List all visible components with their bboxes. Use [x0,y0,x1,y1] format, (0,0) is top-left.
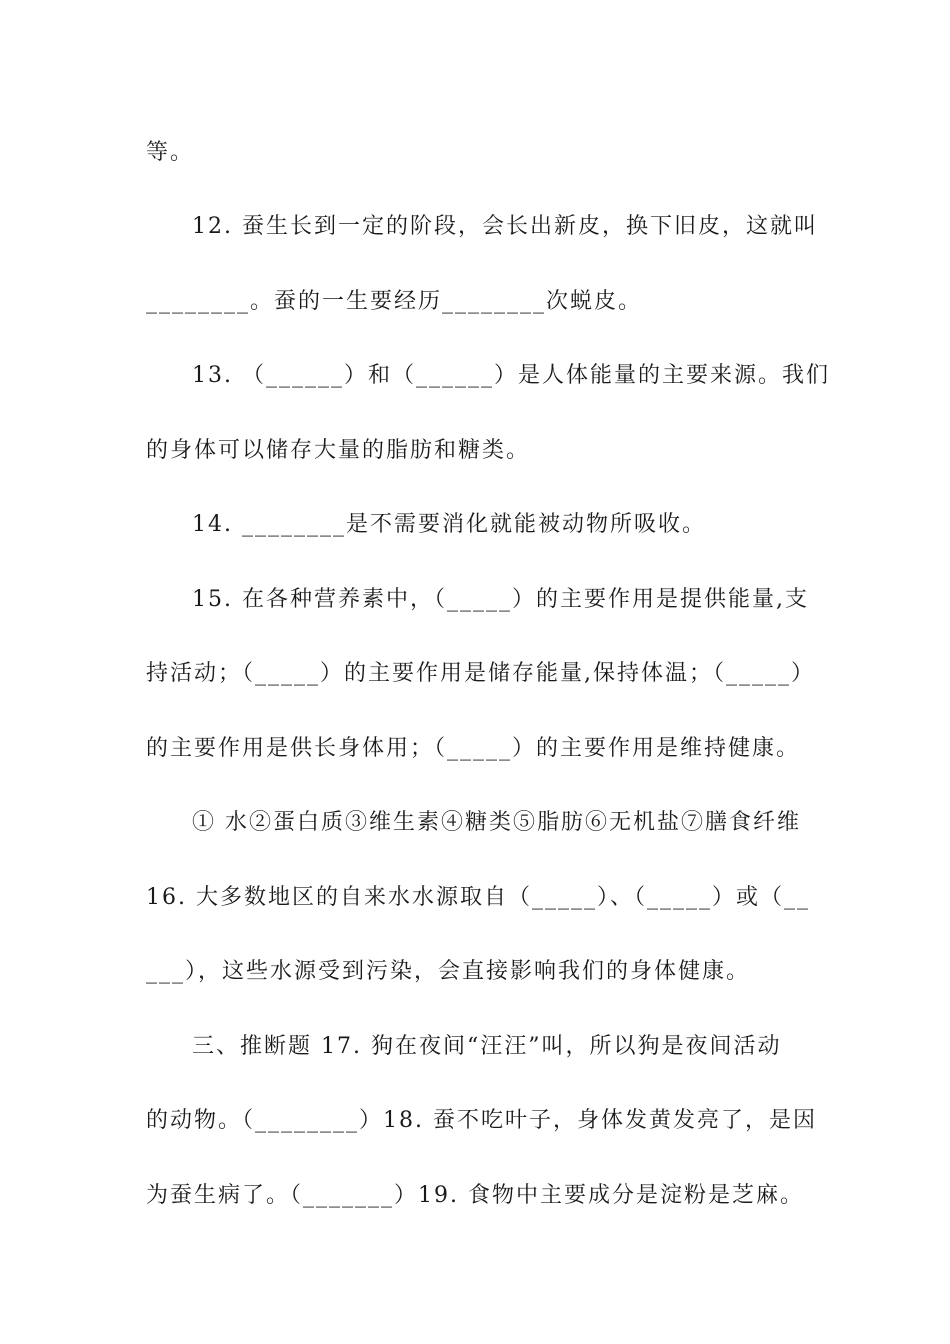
question-16-line-1: 16. 大多数地区的自来水水源取自（_____）、（_____）或（__ [146,885,810,910]
text-line-1: 等。 [146,140,195,165]
section-3-line-2: 的动物。（________）18. 蚕不吃叶子，身体发黄发亮了，是因 [146,1108,817,1133]
options-list: ① 水②蛋白质③维生素④糖类⑤脂肪⑥无机盐⑦膳食纤维 [192,810,801,835]
question-12-line-2: ________。蚕的一生要经历________次蜕皮。 [146,289,643,314]
section-3-line-1: 三、推断题 17. 狗在夜间“汪汪”叫，所以狗是夜间活动 [192,1034,782,1059]
question-15-line-2: 持活动；（_____）的主要作用是储存能量,保持体温；（_____） [146,661,815,686]
question-15-line-1: 15. 在各种营养素中，（_____）的主要作用是提供能量,支 [192,587,809,612]
question-16-line-2: ___），这些水源受到污染，会直接影响我们的身体健康。 [146,959,751,984]
question-13-line-1: 13. （______）和（______）是人体能量的主要来源。我们 [192,363,830,388]
question-12-line-1: 12. 蚕生长到一定的阶段，会长出新皮，换下旧皮，这就叫 [192,214,818,239]
question-13-line-2: 的身体可以储存大量的脂肪和糖类。 [146,438,531,463]
section-3-line-3: 为蚕生病了。（_______）19. 食物中主要成分是淀粉是芝麻。 [146,1183,804,1208]
question-15-line-3: 的主要作用是供长身体用；（_____）的主要作用是维持健康。 [146,736,801,761]
question-14: 14. ________是不需要消化就能被动物所吸收。 [192,512,706,537]
